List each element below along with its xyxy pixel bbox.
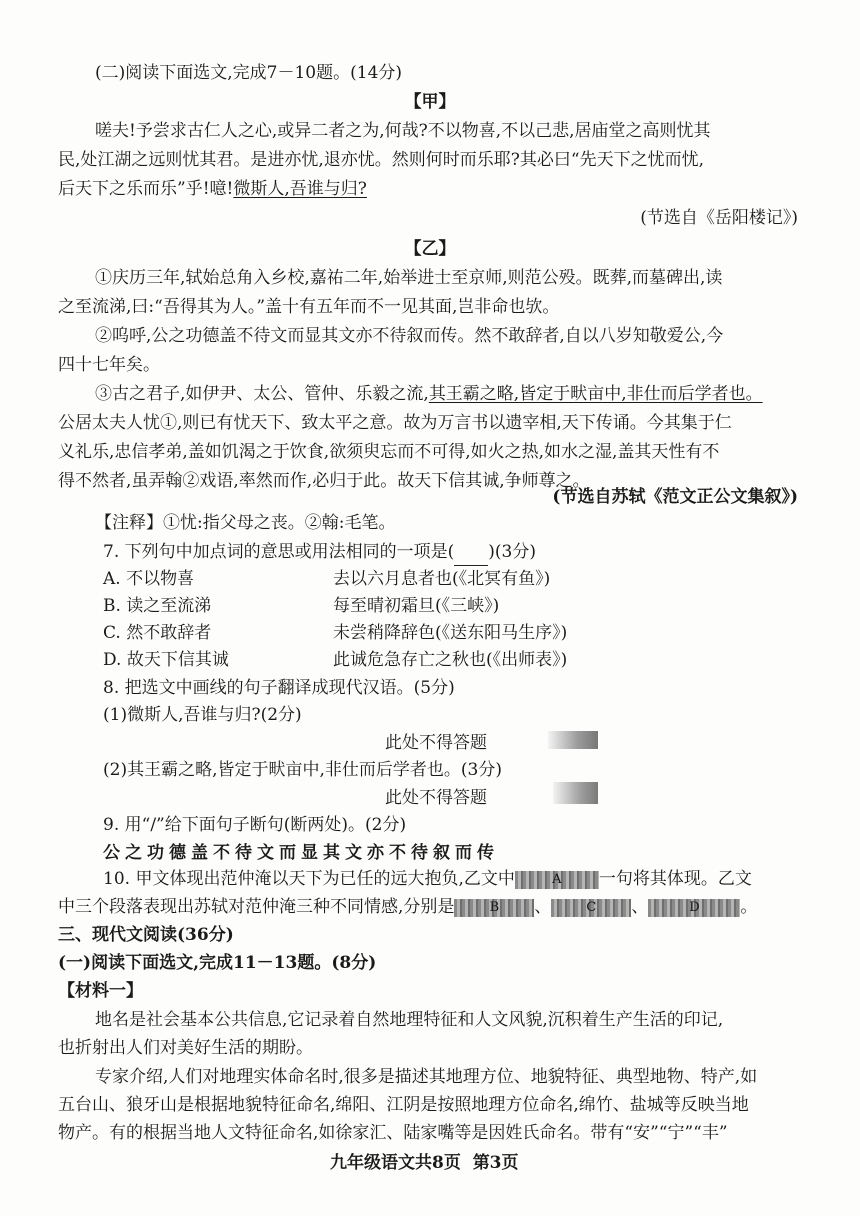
answer-blank-d[interactable]: D [648,899,740,917]
yi-p3-line-2: 公居太夫人忧①,则已有忧天下、致太平之意。故为万言书以遗宰相,天下传诵。今其集于仁 [58,413,732,433]
part3-heading: 三、现代文阅读(36分) [58,925,234,945]
answer-blank[interactable] [454,539,488,566]
question-10-line-2 [58,894,757,920]
answer-blank-a[interactable]: A [515,871,599,889]
yi-p3-line-4: 得不然者,虽弄翰②戏语,率然而作,必归于此。故天下信其诚,争师尊之。 [58,471,590,491]
q8-sub-1: (1)微斯人,吾谁与归?(2分) [103,705,302,725]
part3-sub-heading: (一)阅读下面选文,完成11－13题。(8分) [58,953,377,973]
question-9-stem: 9. 用“/”给下面句子断句(断两处)。(2分) [103,815,407,835]
question-10-line-1 [103,866,752,892]
q10-line-1-text: 10. 甲文体现出范仲淹以天下为已任的远大抱负,乙文中 [103,869,515,889]
q7-option-d-right: 此诚危急存亡之秋也(《出师表》) [333,650,568,670]
period: 。 [740,897,758,917]
footer-page-info [330,1150,519,1176]
yi-p3-line-1-text: ③古之君子,如伊尹、太公、管仲、乐毅之流, [95,384,429,404]
annotation-note: 【注释】①忧:指父母之丧。②翰:毛笔。 [95,513,396,533]
q7-option-a-left: A. 不以物喜 [103,569,195,589]
jia-source: (节选自《岳阳楼记》) [640,208,798,228]
separator: 、 [534,897,552,917]
material-p1-line-1: 地名是社会基本公共信息,它记录着自然地理特征和人文风貌,沉积着生产生活的印记, [95,1010,724,1030]
passage-jia-label: 【甲】 [404,92,456,112]
jia-line-3-text: 后天下之乐而乐”乎!噫! [58,179,234,199]
jia-line-1: 嗟夫!予尝求古仁人之心,或异二者之为,何哉?不以物喜,不以己悲,居庙堂之高则忧其 [95,121,711,141]
q7-option-b-right: 每至晴初霜旦(《三峡》) [333,596,500,616]
redaction-mark [548,731,598,749]
material-p1-line-2: 也折射出人们对美好生活的期盼。 [58,1038,313,1058]
yi-p3-line-1 [95,381,763,407]
material-1-label: 【材料一】 [58,981,143,1001]
q7-option-a-right: 去以六月息者也(《北冥有鱼》) [333,569,551,589]
yi-p2-line-2: 四十七年矣。 [58,355,160,375]
q7-option-b-left: B. 读之至流涕 [103,596,212,616]
q7-stem-text: 7. 下列句中加点词的意思或用法相同的一项是( [103,542,455,562]
yi-p1-line-2: 之至流涕,曰:“吾得其为人。”盖十有五年而不一见其面,岂非命也欤。 [58,297,560,317]
separator: 、 [631,897,649,917]
material-p2-line-3: 物产。有的根据当地人文特征命名,如徐家汇、陆家嘴等是因姓氏命名。带有“安”“宁”“丰” [58,1123,728,1143]
q7-option-d-left: D. 故天下信其诚 [103,650,229,670]
redaction-mark [553,782,598,804]
material-p2-line-1: 专家介绍,人们对地理实体命名时,很多是描述其地理方位、地貌特征、典型地物、特产,如 [95,1067,758,1087]
yi-p3-line-3: 义礼乐,忠信孝弟,盖如饥渴之于饮食,欲须臾忘而不可得,如火之热,如水之湿,盖其天性有不 [58,442,720,462]
answer-blank-c[interactable]: C [551,899,631,917]
q8-sub-2: (2)其王霸之略,皆定于畎亩中,非仕而后学者也。(3分) [103,760,502,780]
passage-yi-label: 【乙】 [404,239,456,259]
footer-page-number: 第3页 [472,1153,519,1173]
q7-stem-score: )(3分) [488,542,536,562]
jia-line-3 [58,176,367,202]
jia-line-2: 民,处江湖之远则忧其君。是进亦忧,退亦忧。然则何时而乐耶?其必曰“先天下之忧而忧, [58,150,705,170]
no-answer-zone-1: 此处不得答题 [385,733,487,753]
question-7-stem [103,539,536,566]
yi-p2-line-1: ②呜呼,公之功德盖不待文而显其文亦不待叙而传。然不敢辞者,自以八岁知敬爱公,今 [95,326,724,346]
q10-line-1-end: 一句将其体现。乙文 [598,869,752,889]
answer-blank-b[interactable]: B [454,899,534,917]
section-heading: (二)阅读下面选文,完成7－10题。(14分) [95,63,403,83]
underlined-sentence-1: 微斯人,吾谁与归? [233,179,367,199]
question-8-stem: 8. 把选文中画线的句子翻译成现代汉语。(5分) [103,678,455,698]
no-answer-zone-2: 此处不得答题 [385,788,487,808]
underlined-sentence-2: 其王霸之略,皆定于畎亩中,非仕而后学者也。 [428,384,763,404]
footer-total: 九年级语文共8页 [330,1153,461,1173]
q7-option-c-right: 未尝稍降辞色(《送东阳马生序》) [333,623,568,643]
q7-option-c-left: C. 然不敢辞者 [103,623,212,643]
yi-p1-line-1: ①庆历三年,轼始总角入乡校,嘉祐二年,始举进士至京师,则范公殁。既葬,而墓碑出,读 [95,268,723,288]
material-p2-line-2: 五台山、狼牙山是根据地貌特征命名,绵阳、江阴是按照地理方位命名,绵竹、盐城等反映当地 [58,1095,749,1115]
q9-sentence: 公之功德盖不待文而显其文亦不待叙而传 [103,843,499,863]
q10-line-2-text: 中三个段落表现出苏轼对范仲淹三种不同情感,分别是 [58,897,455,917]
yi-source: (节选自苏轼《范文正公文集叙》) [552,487,798,507]
